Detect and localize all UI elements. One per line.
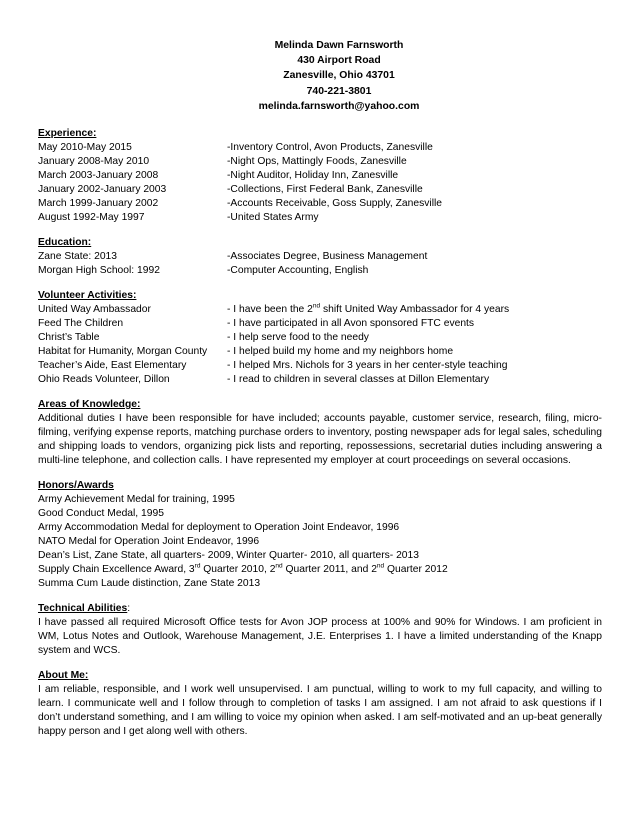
honor-item: Army Achievement Medal for training, 1995 — [38, 494, 235, 506]
education-desc: -Associates Degree, Business Management — [227, 251, 428, 263]
technical-text: I have passed all required Microsoft Office tests for Avon JOP process at 100% and 90% for Windows. I am proficient in WM, Lotus Notes and Outlook, Warehouse Management, J.E. Enterprises 1. I have a limited understanding of the Knapp system and WCS. — [38, 617, 602, 657]
contact-header — [38, 38, 602, 114]
volunteer-desc: - I have been the 2nd shift United Way Ambassador for 4 years — [227, 302, 510, 316]
honor-item-supply-chain: Supply Chain Excellence Award, 3rd Quarter 2010, 2nd Quarter 2011, and 2nd Quarter 2012 — [38, 562, 448, 576]
email-address: melinda.farnsworth@yahoo.com — [258, 100, 420, 112]
honor-item: Good Conduct Medal, 1995 — [38, 508, 164, 520]
volunteer-org: Feed The Children — [38, 318, 124, 330]
experience-desc: -Night Auditor, Holiday Inn, Zanesville — [227, 170, 399, 182]
street-address: 430 Airport Road — [297, 55, 381, 67]
honors-heading: Honors/Awards — [38, 480, 114, 492]
education-section — [38, 236, 602, 278]
volunteer-org: Ohio Reads Volunteer, Dillon — [38, 374, 170, 386]
experience-date: May 2010-May 2015 — [38, 142, 132, 154]
technical-section — [38, 602, 602, 658]
experience-desc: -United States Army — [227, 212, 319, 224]
about-section — [38, 669, 602, 739]
education-desc: -Computer Accounting, English — [227, 265, 369, 277]
city-state-zip: Zanesville, Ohio 43701 — [283, 70, 395, 82]
volunteer-desc: - I have participated in all Avon sponsored FTC events — [227, 318, 475, 330]
experience-desc: -Inventory Control, Avon Products, Zanesville — [227, 142, 433, 154]
experience-date: March 2003-January 2008 — [38, 170, 159, 182]
education-row — [38, 250, 602, 264]
education-heading: Education: — [38, 237, 92, 249]
volunteer-row — [38, 303, 602, 317]
honors-section — [38, 479, 602, 591]
experience-row — [38, 141, 602, 155]
volunteer-row — [38, 331, 602, 345]
experience-row — [38, 197, 602, 211]
phone-number: 740-221-3801 — [306, 85, 372, 97]
experience-heading: Experience: — [38, 128, 97, 140]
volunteer-row — [38, 373, 602, 387]
volunteer-org: Christ’s Table — [38, 332, 100, 344]
education-row — [38, 264, 602, 278]
knowledge-text: Additional duties I have been responsible for have included; accounts payable, customer service, research, filing, micro-filming, verifying expense reports, matching purchase orders to inventory, posting newspaper ads for legal sales, scheduling and shipping loads to vendors, organizing pick lists and reporting, repossessions, secretarial duties including answering a multi-line telephone, and collection calls. I have represented my employer at court proceedings on several occasions. — [38, 413, 602, 467]
volunteer-org: Habitat for Humanity, Morgan County — [38, 346, 208, 358]
volunteer-org: United Way Ambassador — [38, 304, 151, 316]
experience-desc: -Collections, First Federal Bank, Zanesville — [227, 184, 423, 196]
technical-heading: Technical Abilities: — [38, 603, 131, 615]
volunteer-desc: - I help serve food to the needy — [227, 332, 369, 344]
volunteer-desc: - I read to children in several classes at Dillon Elementary — [227, 374, 490, 386]
experience-row — [38, 211, 602, 225]
honor-item: Dean’s List, Zane State, all quarters- 2009, Winter Quarter- 2010, all quarters- 2013 — [38, 550, 419, 562]
volunteer-section — [38, 289, 602, 387]
experience-desc: -Night Ops, Mattingly Foods, Zanesville — [227, 156, 407, 168]
volunteer-heading: Volunteer Activities: — [38, 290, 137, 302]
honor-item: Army Accommodation Medal for deployment to Operation Joint Endeavor, 1996 — [38, 522, 400, 534]
education-school: Zane State: 2013 — [38, 251, 118, 263]
experience-section — [38, 127, 602, 225]
experience-date: January 2008-May 2010 — [38, 156, 150, 168]
experience-row — [38, 169, 602, 183]
volunteer-desc: - I helped Mrs. Nichols for 3 years in her center-style teaching — [227, 360, 508, 372]
experience-date: March 1999-January 2002 — [38, 198, 159, 210]
honor-item: NATO Medal for Operation Joint Endeavor, 1996 — [38, 536, 260, 548]
honor-item: Summa Cum Laude distinction, Zane State 2013 — [38, 578, 261, 590]
education-school: Morgan High School: 1992 — [38, 265, 160, 277]
knowledge-section — [38, 398, 602, 468]
volunteer-row — [38, 359, 602, 373]
volunteer-row — [38, 317, 602, 331]
knowledge-heading: Areas of Knowledge: — [38, 399, 141, 411]
resume-page — [38, 38, 602, 739]
applicant-name: Melinda Dawn Farnsworth — [274, 40, 404, 51]
experience-row — [38, 155, 602, 169]
experience-date: January 2002-January 2003 — [38, 184, 167, 196]
volunteer-desc: - I helped build my home and my neighbors home — [227, 346, 454, 358]
experience-date: August 1992-May 1997 — [38, 212, 145, 224]
experience-desc: -Accounts Receivable, Goss Supply, Zanesville — [227, 198, 442, 210]
about-text: I am reliable, responsible, and I work well unsupervised. I am punctual, willing to work to my full capacity, and willing to learn. I communicate well and I follow through to completion of tasks I am assigned. I am not afraid to ask questions if I don’t understand something, and I am willing to voice my opinion when asked. I am self-motivated and an up-beat generally happy person and I get along well with others. — [38, 684, 602, 738]
about-heading: About Me: — [38, 670, 89, 682]
experience-row — [38, 183, 602, 197]
volunteer-org: Teacher’s Aide, East Elementary — [38, 360, 187, 372]
volunteer-row — [38, 345, 602, 359]
